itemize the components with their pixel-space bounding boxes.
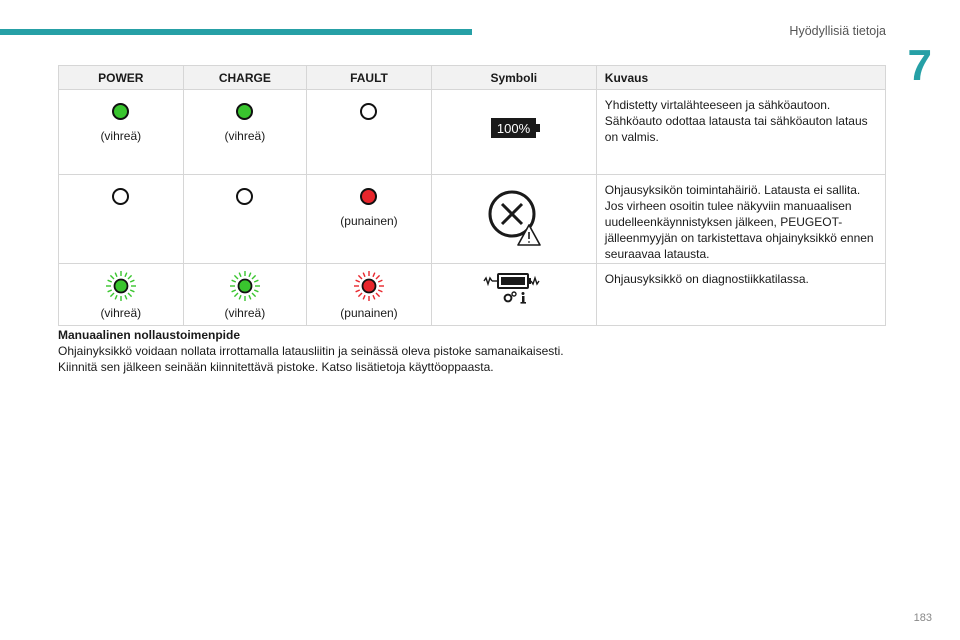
- power-led-label: (vihreä): [100, 306, 142, 320]
- power-led-label: (vihreä): [100, 129, 142, 143]
- table-row: [59, 175, 886, 264]
- description-cell: Ohjausyksikkö on diagnostiikkatilassa.: [596, 264, 885, 326]
- charge-led-green-icon: [236, 103, 253, 120]
- column-header-fault: FAULT: [307, 66, 432, 90]
- power-cell: [59, 264, 184, 326]
- fault-cell: [307, 175, 432, 264]
- charge-led-label: (vihreä): [224, 306, 266, 320]
- charge-led-blinking-green-icon: [229, 270, 261, 302]
- charge-led-off-icon: [236, 188, 253, 205]
- charge-cell: [183, 175, 307, 264]
- column-header-power: POWER: [59, 66, 184, 90]
- symbol-cell: [431, 264, 596, 326]
- symbol-cell: [431, 175, 596, 264]
- diagnostic-icon: [432, 264, 596, 325]
- chapter-number: 7: [907, 41, 932, 90]
- header-accent-bar: [0, 29, 472, 35]
- section-title: Hyödyllisiä tietoja: [789, 24, 886, 38]
- description-cell: Ohjausyksikön toimintahäiriö. Latausta ei sallita. Jos virheen osoitin tulee näkyviin manuaalisen uudelleenkäynnistyksen jälkeen, PEUGEOT-jälleenmyyjän on tarkistettava ohjainyksikkö ennen seuraavaa latausta.: [596, 175, 885, 264]
- manual-reset-note: [58, 327, 564, 375]
- fault-led-off-icon: [360, 103, 377, 120]
- description-cell: Yhdistetty virtalähteeseen ja sähköautoon. Sähköauto odottaa latausta tai sähköauton lataus on valmis.: [596, 90, 885, 175]
- symbol-cell: [431, 90, 596, 175]
- power-cell: [59, 175, 184, 264]
- table-header-row: [59, 66, 886, 90]
- power-cell: [59, 90, 184, 175]
- charge-cell: [183, 264, 307, 326]
- fault-led-blinking-red-icon: [353, 270, 385, 302]
- page-number: 183: [913, 612, 932, 624]
- fault-warning-icon: [432, 175, 596, 263]
- column-header-symbol: Symboli: [431, 66, 596, 90]
- column-header-description: Kuvaus: [596, 66, 885, 90]
- power-led-green-icon: [112, 103, 129, 120]
- battery-percentage-text: 100%: [496, 121, 530, 136]
- power-led-blinking-green-icon: [105, 270, 137, 302]
- fault-led-label: (punainen): [340, 214, 398, 228]
- charge-cell: [183, 90, 307, 175]
- power-led-off-icon: [112, 188, 129, 205]
- table-row: [59, 90, 886, 175]
- led-status-table: [58, 65, 886, 326]
- column-header-charge: CHARGE: [183, 66, 307, 90]
- fault-cell: [307, 264, 432, 326]
- fault-led-label: (punainen): [340, 306, 398, 320]
- table-row: [59, 264, 886, 326]
- charge-led-label: (vihreä): [224, 129, 266, 143]
- fault-cell: [307, 90, 432, 175]
- note-line: Ohjainyksikkö voidaan nollata irrottamalla latausliitin ja seinässä oleva pistoke samanaikaisesti.: [58, 344, 564, 358]
- battery-100-icon: [432, 90, 596, 174]
- fault-led-red-icon: [360, 188, 377, 205]
- note-title: Manuaalinen nollaustoimenpide: [58, 328, 241, 342]
- note-line: Kiinnitä sen jälkeen seinään kiinnitettävä pistoke. Katso lisätietoja käyttöoppaasta.: [58, 360, 494, 374]
